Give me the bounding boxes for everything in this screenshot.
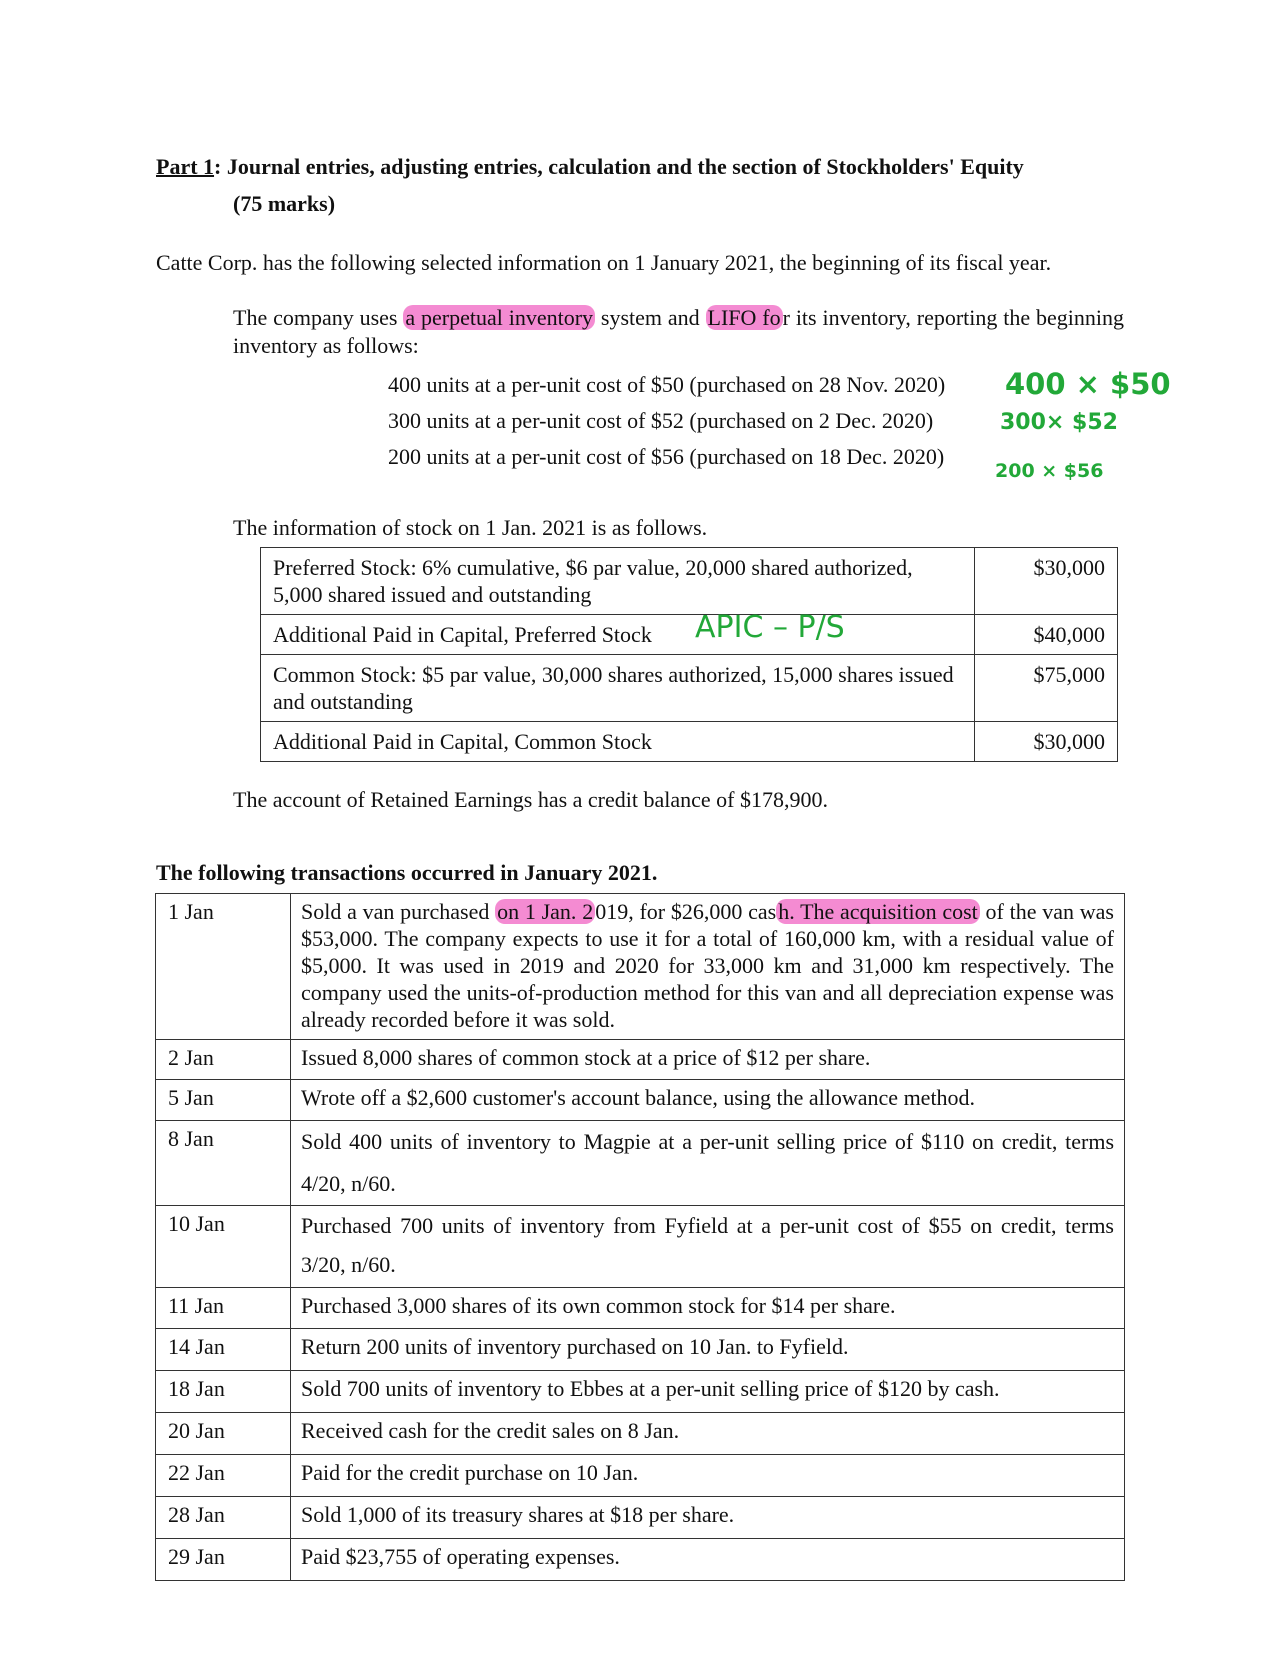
transaction-description: Purchased 700 units of inventory from Fyfield at a per-unit cost of $55 on credit, terms 3/20, n/60. xyxy=(291,1206,1125,1288)
transaction-row xyxy=(156,1080,1125,1121)
transaction-row xyxy=(156,894,1125,1040)
part-label: Part 1 xyxy=(156,154,215,179)
transaction-row xyxy=(156,1040,1125,1080)
transaction-description: Purchased 3,000 shares of its own common stock for $14 per share. xyxy=(291,1288,1125,1329)
highlight-purchase-date: on 1 Jan. 2 xyxy=(497,899,594,924)
transaction-row xyxy=(156,1539,1125,1581)
handwritten-note-lot2: 300× $52 xyxy=(1000,410,1118,435)
transaction-date: 20 Jan xyxy=(156,1413,291,1455)
policy-text-2: system and xyxy=(595,305,706,330)
handwritten-note-lot3: 200 × $56 xyxy=(995,460,1104,482)
transaction-description: Return 200 units of inventory purchased on 10 Jan. to Fyfield. xyxy=(291,1329,1125,1371)
transaction-description: Paid for the credit purchase on 10 Jan. xyxy=(291,1455,1125,1497)
transaction-date: 10 Jan xyxy=(156,1206,291,1288)
transaction-row xyxy=(156,1371,1125,1413)
stock-amount: $75,000 xyxy=(975,655,1118,722)
stock-amount: $30,000 xyxy=(975,722,1118,762)
txn-text-2: 019, for $26,000 cas xyxy=(595,899,777,924)
transaction-row xyxy=(156,1455,1125,1497)
transaction-row xyxy=(156,1413,1125,1455)
inventory-lot: 400 units at a per-unit cost of $50 (purchased on 28 Nov. 2020) xyxy=(388,372,946,397)
transaction-row xyxy=(156,1288,1125,1329)
highlight-perpetual-inventory: a perpetual inventory xyxy=(405,305,594,330)
transaction-date: 29 Jan xyxy=(156,1539,291,1581)
stock-row xyxy=(261,655,1118,722)
transaction-description: Wrote off a $2,600 customer's account balance, using the allowance method. xyxy=(291,1080,1125,1121)
transactions-heading: The following transactions occurred in January 2021. xyxy=(156,860,658,885)
stock-amount: $40,000 xyxy=(975,615,1118,655)
stock-table xyxy=(260,547,1118,762)
transaction-date: 14 Jan xyxy=(156,1329,291,1371)
stock-label: Additional Paid in Capital, Preferred Stock xyxy=(261,615,975,655)
part-marks: (75 marks) xyxy=(233,191,336,216)
inventory-lot: 200 units at a per-unit cost of $56 (purchased on 18 Dec. 2020) xyxy=(388,444,945,469)
stock-amount: $30,000 xyxy=(975,548,1118,615)
transaction-description xyxy=(291,894,1125,1040)
txn-text-3: of the van was $53,000. The company expects to use it for a total of 160,000 km, with a residual value of $5,000. It was used in 2019 and 2020 for 33,000 km and 31,000 km respectively. The company used the units-of-production method for this van and all depreciation expense was already recorded before it was sold. xyxy=(301,899,1114,1032)
transaction-description: Sold 700 units of inventory to Ebbes at a per-unit selling price of $120 by cash. xyxy=(291,1371,1125,1413)
highlight-lifo: LIFO fo xyxy=(707,305,781,330)
transaction-date: 5 Jan xyxy=(156,1080,291,1121)
part-heading xyxy=(156,152,1024,216)
stock-row xyxy=(261,722,1118,762)
stock-label: Additional Paid in Capital, Common Stock xyxy=(261,722,975,762)
transaction-date: 2 Jan xyxy=(156,1040,291,1080)
inventory-policy-paragraph xyxy=(233,304,1124,360)
inventory-lot: 300 units at a per-unit cost of $52 (purchased on 2 Dec. 2020) xyxy=(388,408,934,433)
transaction-description: Sold 1,000 of its treasury shares at $18 per share. xyxy=(291,1497,1125,1539)
highlight-acquisition-cost: h. The acquisition cost xyxy=(778,899,978,924)
transaction-date: 1 Jan xyxy=(156,894,291,1040)
transaction-date: 11 Jan xyxy=(156,1288,291,1329)
stock-label: Common Stock: $5 par value, 30,000 shares authorized, 15,000 shares issued and outstanding xyxy=(261,655,975,722)
transaction-row xyxy=(156,1121,1125,1206)
transaction-row xyxy=(156,1497,1125,1539)
transaction-description: Received cash for the credit sales on 8 Jan. xyxy=(291,1413,1125,1455)
handwritten-note-lot1: 400 × $50 xyxy=(1005,367,1171,401)
intro-paragraph: Catte Corp. has the following selected information on 1 January 2021, the beginning of its fiscal year. xyxy=(156,250,1052,275)
transaction-date: 18 Jan xyxy=(156,1371,291,1413)
stock-intro: The information of stock on 1 Jan. 2021 is as follows. xyxy=(233,515,708,540)
policy-text-1: The company uses xyxy=(233,305,404,330)
handwritten-note-apic: APIC – P/S xyxy=(695,610,845,645)
stock-row xyxy=(261,615,1118,655)
transaction-row xyxy=(156,1206,1125,1288)
transactions-table xyxy=(155,893,1125,1581)
transaction-date: 28 Jan xyxy=(156,1497,291,1539)
policy-text-3: r its inventory, reporting the beginning inventory as follows: xyxy=(233,305,1124,358)
retained-earnings-note: The account of Retained Earnings has a credit balance of $178,900. xyxy=(233,787,828,812)
transaction-row xyxy=(156,1329,1125,1371)
part-title: : Journal entries, adjusting entries, calculation and the section of Stockholders' Equity xyxy=(214,154,1024,179)
stock-label: Preferred Stock: 6% cumulative, $6 par value, 20,000 shared authorized, 5,000 shared issued and outstanding xyxy=(261,548,975,615)
transaction-description: Sold 400 units of inventory to Magpie at a per-unit selling price of $110 on credit, terms 4/20, n/60. xyxy=(291,1121,1125,1206)
transaction-date: 22 Jan xyxy=(156,1455,291,1497)
stock-row xyxy=(261,548,1118,615)
transaction-description: Issued 8,000 shares of common stock at a price of $12 per share. xyxy=(291,1040,1125,1080)
transaction-date: 8 Jan xyxy=(156,1121,291,1206)
transaction-description: Paid $23,755 of operating expenses. xyxy=(291,1539,1125,1581)
txn-text-1: Sold a van purchased xyxy=(301,899,496,924)
